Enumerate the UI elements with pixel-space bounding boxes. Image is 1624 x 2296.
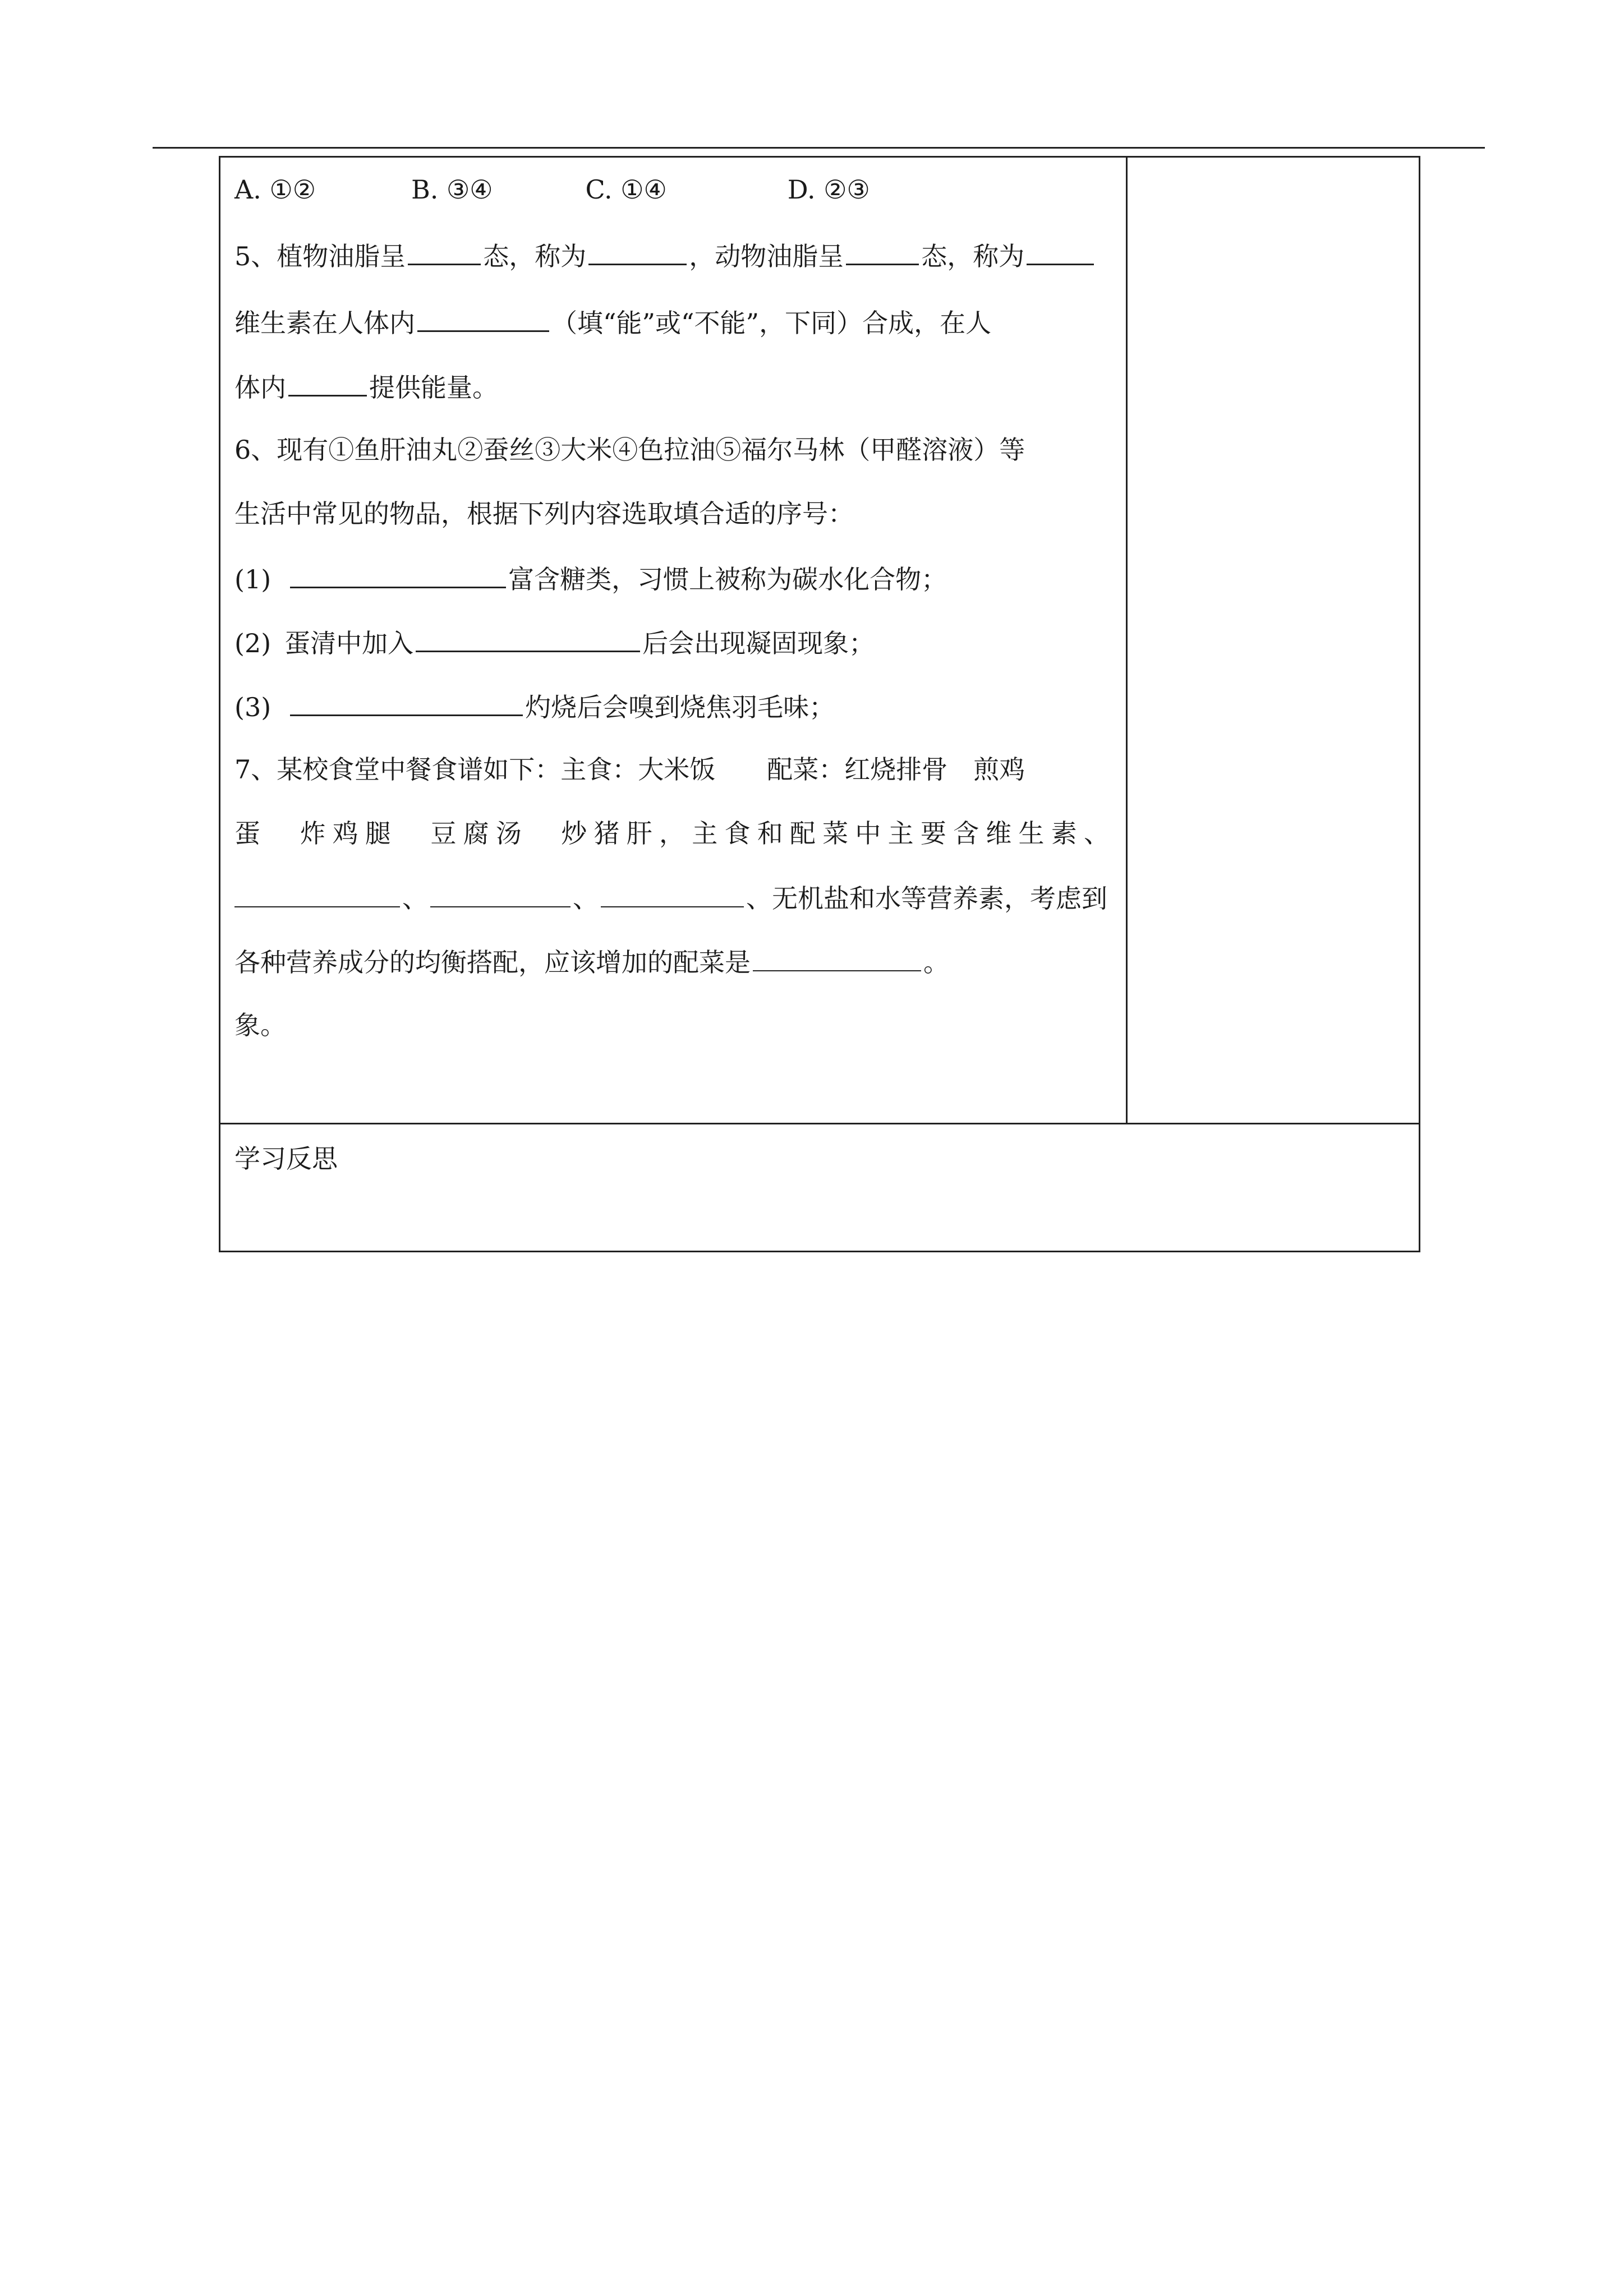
q6-item-1-text: 富含糖类，习惯上被称为碳水化合物； (508, 564, 947, 594)
question-6-intro-1: 6、现有①鱼肝油丸②蚕丝③大米④色拉油⑤福尔马林（甲醛溶液）等 (234, 435, 1025, 465)
q5-blank-1[interactable] (408, 239, 481, 265)
q7-blank-4[interactable] (753, 946, 921, 971)
q7-blank-3[interactable] (601, 882, 744, 907)
q5-text-2: 态，称为 (483, 241, 587, 271)
q5-blank-6[interactable] (288, 370, 367, 397)
q6-item-2-blank[interactable] (416, 626, 640, 652)
q5-blank-4[interactable] (1027, 239, 1094, 265)
q6-item-2-text: 后会出现凝固现象； (642, 628, 875, 658)
question-5-line-1 (234, 239, 1126, 272)
option-c: C. ①④ (585, 174, 667, 205)
q7-sep-2: 、 (573, 883, 599, 914)
q5-text-4: 态，称为 (921, 241, 1025, 271)
q6-item-3-blank[interactable] (290, 690, 523, 716)
q6-item-3-number: (3) (234, 692, 272, 722)
q6-item-2-pre: 蛋清中加入 (284, 628, 414, 658)
question-7-line-2: 蛋 炸鸡腿 豆腐汤 炒猪肝，主食和配菜中主要含维生素、 (234, 818, 1110, 849)
option-d: D. ②③ (787, 174, 870, 205)
table-column-divider (1126, 156, 1128, 1123)
trailing-text: 象。 (234, 1010, 286, 1040)
q6-item-1-blank[interactable] (290, 562, 506, 588)
q5-blank-5[interactable] (417, 306, 549, 332)
q5-text-7: 体内 (234, 372, 286, 403)
q5-blank-3[interactable] (846, 239, 919, 265)
question-5-line-3 (234, 370, 1110, 403)
question-7-line-1: 7、某校食堂中餐食谱如下：主食：大米饭 配菜：红烧排骨 煎鸡 (234, 754, 1025, 785)
q6-item-2-number: (2) (234, 628, 272, 658)
question-6-item-2 (234, 626, 1110, 659)
option-b: B. ③④ (411, 174, 493, 205)
q5-text-6: （填“能”或“不能”，下同）合成，在人 (551, 308, 992, 338)
q7-line-4-end: 。 (923, 947, 949, 978)
q7-blank-2[interactable] (430, 882, 571, 907)
q7-sep-1: 、 (402, 883, 428, 914)
header-rule (153, 147, 1485, 149)
q6-item-3-text: 灼烧后会嗅到烧焦羽毛味； (525, 692, 835, 722)
option-a: A. ①② (234, 174, 316, 205)
q5-blank-2[interactable] (588, 239, 687, 265)
q5-text-8: 提供能量。 (369, 372, 498, 403)
table-row-divider (219, 1123, 1420, 1124)
q7-blank-1[interactable] (234, 882, 400, 907)
answer-options (234, 174, 1110, 205)
q5-text-3: ，动物油脂呈 (689, 241, 844, 271)
question-5-line-2 (234, 306, 1110, 339)
q5-text-1: 5、植物油脂呈 (234, 241, 406, 271)
q7-line-4-text: 各种营养成分的均衡搭配，应该增加的配菜是 (234, 947, 751, 978)
question-7-line-4 (234, 946, 1110, 978)
question-6-item-1 (234, 562, 1110, 595)
question-6-intro-2: 生活中常见的物品，根据下列内容选取填合适的序号： (234, 499, 854, 529)
q5-text-5: 维生素在人体内 (234, 308, 415, 338)
question-6-item-3 (234, 690, 1110, 723)
reflection-label: 学习反思 (234, 1144, 338, 1174)
question-7-line-3 (234, 882, 1110, 914)
q6-item-1-number: (1) (234, 564, 272, 594)
q7-sep-3: 、无机盐和水等营养素，考虑到 (746, 883, 1107, 914)
